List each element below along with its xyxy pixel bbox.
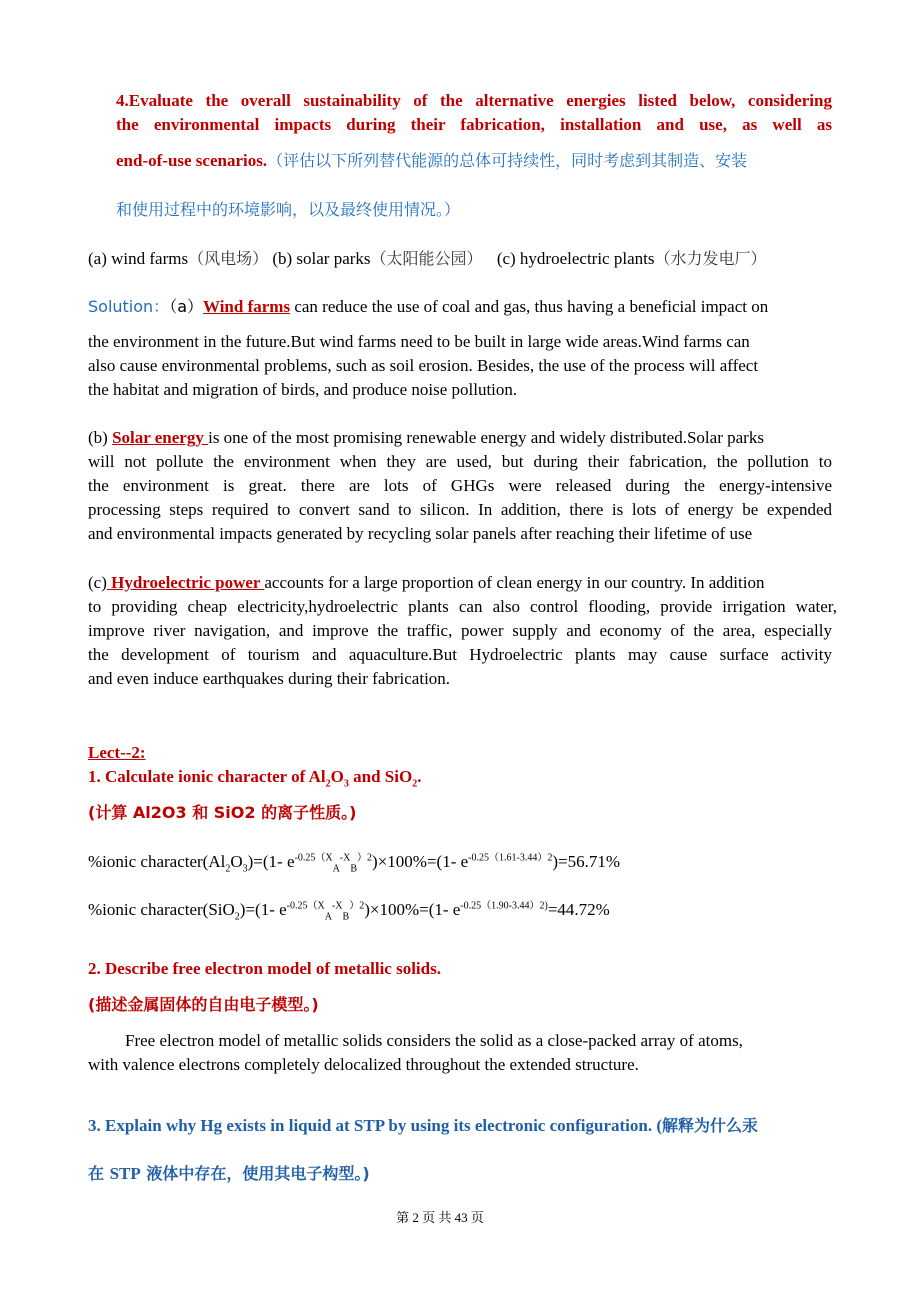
lect-heading: Lect--2: bbox=[88, 743, 146, 762]
wind-farms-keyword: Wind farms bbox=[203, 297, 291, 316]
lect-q3-line-1: 3. Explain why Hg exists in liquid at STP by using its electronic configuration. (解释为什么汞 bbox=[88, 1116, 759, 1135]
formula-al2o3: %ionic $character(Al_2O_3)=(1-$ $e^{-0.25(X}_A^{-X}_B^{)2})\times 100\%=(1-$ $e^{-0.25(1.61-3.44)2})=56.71\%$ bbox=[88, 852, 620, 875]
option-c: (c) hydroelectric plants（水力发电厂） bbox=[496, 249, 767, 268]
solution-b-line-5: and environmental impacts generated by recycling solar panels after reaching their lifetime of use bbox=[88, 524, 753, 543]
solution-c-line-5: and even induce earthquakes during their fabrication. bbox=[88, 669, 451, 688]
option-b: (b) solar parks（太阳能公园） bbox=[272, 249, 483, 268]
lect-q1: 1. Calculate ionic character of $Al_2O_3$ and SiO$_2$. bbox=[88, 767, 422, 790]
hydroelectric-power-keyword: Hydroelectric power bbox=[106, 573, 265, 592]
lect-q2: 2. Describe free electron model of metallic solids. bbox=[88, 959, 441, 978]
page-number: 第 2 页 共 43 页 bbox=[396, 1210, 484, 1225]
lect-a2-line-1: Free electron model of metallic solids considers the solid as a close-packed array of atoms, bbox=[125, 1031, 743, 1050]
lect-q1-cn: (计算 Al2O3 和 SiO2 的离子性质。) bbox=[88, 803, 357, 822]
solution-a-line-1: Solution：（a）Wind farms can reduce the use of coal and gas, thus having a beneficial impact on bbox=[88, 297, 769, 316]
solution-c-line-4: the development of tourism and aquaculture.But Hydroelectric plants may cause surface activity bbox=[88, 645, 832, 664]
q4-line-1: 4.Evaluate the overall sustainability of the alternative energies listed below, considering bbox=[116, 91, 832, 110]
lect-q2-cn: (描述金属固体的自由电子模型。) bbox=[88, 995, 319, 1014]
q4-line-3 bbox=[116, 149, 836, 174]
q4-line-3-cn: （评估以下所列替代能源的总体可持续性，同时考虑到其制造、安装 bbox=[267, 151, 748, 170]
q4-line-3-en: end-of-use scenarios. bbox=[116, 151, 268, 170]
solar-energy-keyword: Solar energy bbox=[112, 428, 209, 447]
solution-c-line-2: to providing cheap electricity,hydroelectric plants can also control flooding, provide irrigation water, bbox=[88, 597, 837, 616]
solution-c-line-1: (c) Hydroelectric power accounts for a large proportion of clean energy in our country. In addition bbox=[88, 573, 765, 592]
q4-line-4: 和使用过程中的环境影响，以及最终使用情况。） bbox=[116, 200, 461, 219]
solution-b-line-1: (b) Solar energy is one of the most promising renewable energy and widely distributed.Solar parks bbox=[88, 428, 764, 447]
solution-a-line-3: also cause environmental problems, such as soil erosion. Besides, the use of the process will affect bbox=[88, 356, 759, 375]
option-a: (a) wind farms（风电场） bbox=[88, 249, 269, 268]
solution-b-line-4: processing steps required to convert sand to silicon. In addition, there is lots of energy be expended bbox=[88, 500, 832, 519]
lect-q3-line-2: 在 STP 液体中存在，使用其电子构型。) bbox=[88, 1164, 370, 1183]
formula-sio2: %ionic character(SiO$_2$)=(1- $e^{-0.25(X}_A^{-X}_B^{)2})\times 100\%=(1-$ $e^{-0.25(1.90-3.44)2)}=44.72\%$ bbox=[88, 900, 610, 923]
options-line bbox=[88, 247, 766, 271]
q4-line-2: the environmental impacts during their fabrication, installation and use, as well as bbox=[116, 115, 832, 134]
solution-a-line-4: the habitat and migration of birds, and produce noise pollution. bbox=[88, 380, 518, 399]
solution-b-line-2: will not pollute the environment when they are used, but during their fabrication, the pollution to bbox=[88, 452, 832, 471]
solution-label: Solution： bbox=[88, 297, 170, 316]
solution-a-line-2: the environment in the future.But wind farms need to be built in large wide areas.Wind farms can bbox=[88, 332, 750, 351]
solution-b-line-3: the environment is great. there are lots of GHGs were released during the energy-intensive bbox=[88, 476, 832, 495]
lect-a2-line-2: with valence electrons completely delocalized throughout the extended structure. bbox=[88, 1055, 639, 1074]
solution-c-line-3: improve river navigation, and improve the traffic, power supply and economy of the area, especially bbox=[88, 621, 832, 640]
